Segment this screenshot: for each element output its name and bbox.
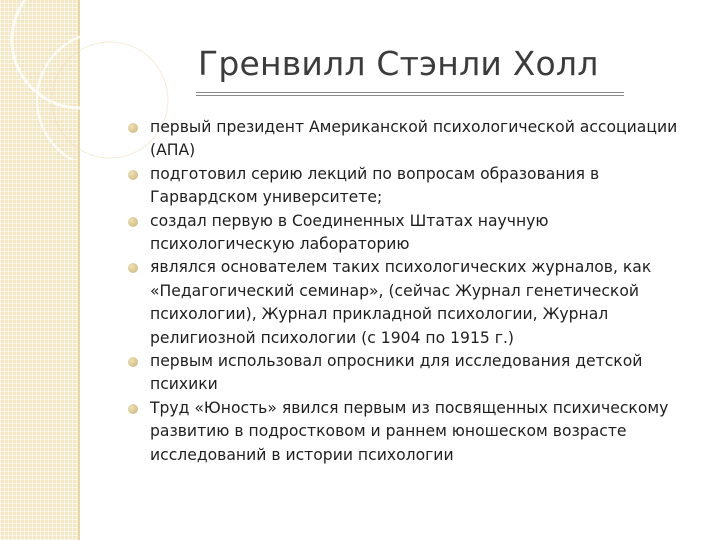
bullet-item	[128, 350, 698, 397]
bullet-item	[128, 397, 698, 467]
bullet-text: создал первую в Соединенных Штатах научную психологическую лабораторию	[150, 211, 549, 254]
bullet-text: являлся основателем таких психологических журналов, как «Педагогический семинар», (сейчас Журнал генетической психологии), Журнал прикладной психологии, Журнал религиозной психологии (с 1904 по 1915 г.)	[150, 258, 652, 347]
bullet-text: Труд «Юность» явился первым из посвященных психическому развитию в подростковом и раннем юношеском возрасте исследований в истории психологии	[150, 398, 669, 464]
title-underline	[196, 92, 624, 96]
bullet-item	[128, 163, 698, 210]
bullet-list	[128, 116, 698, 467]
bullet-icon	[128, 170, 138, 180]
bullet-icon	[128, 123, 138, 133]
bullet-text: подготовил серию лекций по вопросам образования в Гарвардском университете;	[150, 164, 600, 207]
bullet-item	[128, 116, 698, 163]
slide-title: Гренвилл Стэнли Холл	[198, 44, 599, 83]
bullet-icon	[128, 217, 138, 227]
bullet-icon	[128, 357, 138, 367]
bullet-item	[128, 210, 698, 257]
bullet-text: первый президент Американской психологической ассоциации (АПА)	[150, 118, 678, 160]
bullet-icon	[128, 404, 138, 414]
bullet-text: первым использовал опросники для исследования детской психики	[150, 352, 643, 394]
bullet-item	[128, 256, 698, 350]
bullet-icon	[128, 263, 138, 273]
